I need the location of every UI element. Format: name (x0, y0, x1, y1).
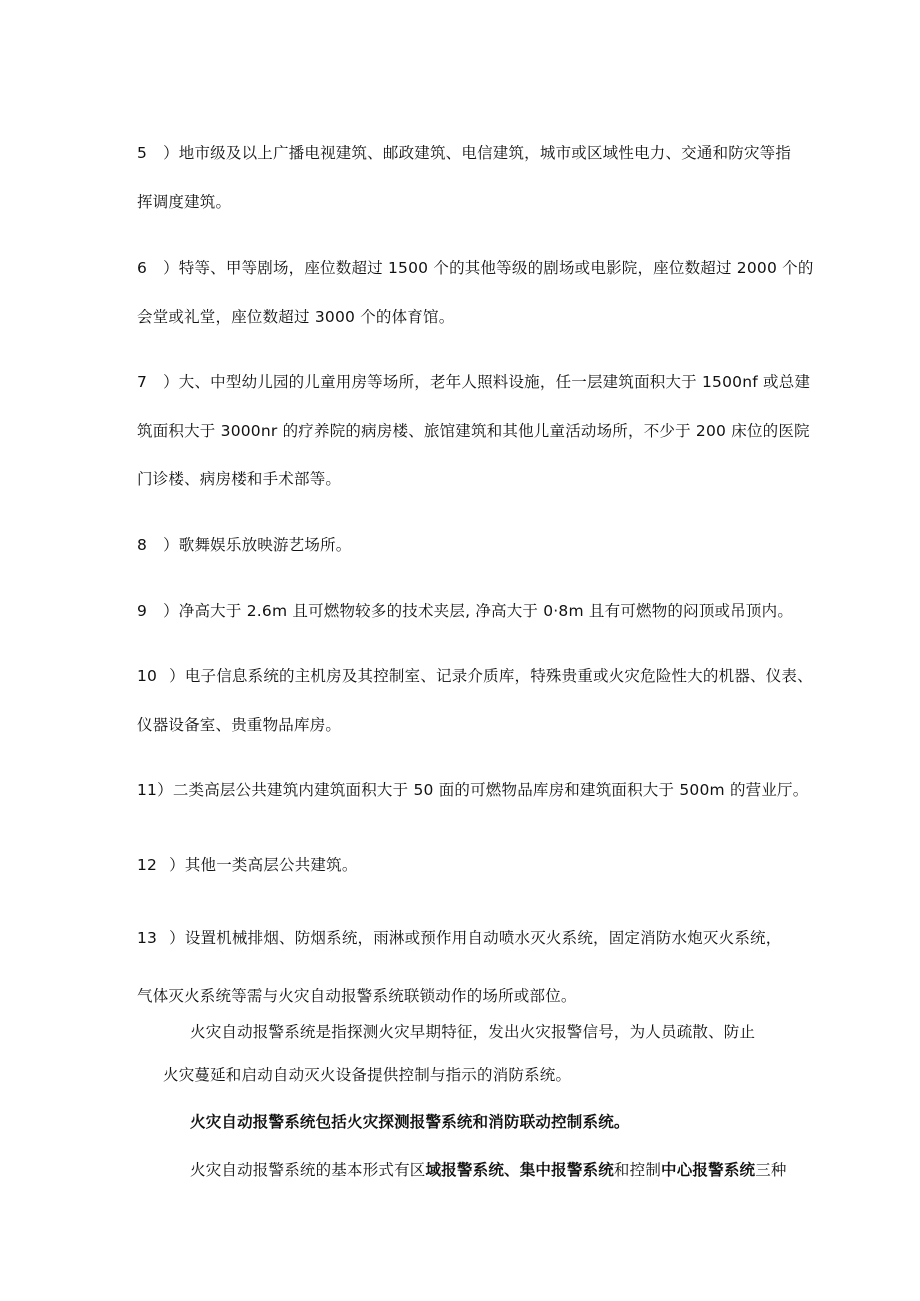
text-run: 火灾自动报警系统的基本形式有区 (190, 1161, 426, 1179)
item-12-line-1 (137, 855, 358, 875)
item-text: ）设置机械排烟、防烟系统，雨淋或预作用自动喷水灭火系统，固定消防水炮灭火系统， (169, 929, 782, 947)
item-number: 6 (137, 259, 148, 277)
item-7-line-3: 门诊楼、病房楼和手术部等。 (137, 470, 342, 488)
item-number: 12 (137, 856, 158, 874)
item-5-line-2: 挥调度建筑。 (137, 193, 232, 211)
paragraph-definition-line-2: 火灾蔓延和启动自动灭火设备提供控制与指示的消防系统。 (163, 1066, 572, 1084)
item-text: ）净高大于 2.6m 且可燃物较多的技术夹层, 净高大于 0·8m 且有可燃物的闷顶或吊顶内。 (163, 602, 794, 620)
item-text: ）其他一类高层公共建筑。 (169, 856, 358, 874)
paragraph-composition: 火灾自动报警系统包括火灾探测报警系统和消防联动控制系统。 (190, 1113, 630, 1131)
bold-text-run: 域报警系统、集中报警系统 (425, 1161, 614, 1179)
item-9-line-1 (137, 601, 793, 621)
item-number: 5 (137, 144, 148, 162)
item-text: ）地市级及以上广播电视建筑、邮政建筑、电信建筑，城市或区域性电力、交通和防灾等指 (163, 144, 792, 162)
item-8-line-1 (137, 535, 351, 555)
bold-text-run: 中心报警系统 (661, 1161, 756, 1179)
item-text: ）特等、甲等剧场，座位数超过 1500 个的其他等级的剧场或电影院，座位数超过 2000 个的 (163, 259, 814, 277)
item-7-line-1 (137, 372, 810, 392)
item-5-line-1 (137, 143, 791, 163)
item-text: ）大、中型幼儿园的儿童用房等场所，老年人照料设施，任一层建筑面积大于 1500nf 或总建 (163, 373, 811, 391)
item-number: 9 (137, 602, 148, 620)
item-number: 8 (137, 536, 148, 554)
item-number: 10 (137, 667, 158, 685)
text-run: 和控制 (613, 1161, 662, 1179)
item-13-line-2: 气体灭火系统等需与火灾自动报警系统联锁动作的场所或部位。 (137, 987, 577, 1005)
item-number: 13 (137, 929, 158, 947)
item-11-line-1 (137, 780, 808, 800)
item-text: ）二类高层公共建筑内建筑面积大于 50 面的可燃物品库房和建筑面积大于 500m 的营业厅。 (157, 781, 809, 799)
paragraph-basic-forms (190, 1160, 787, 1180)
item-10-line-1 (137, 666, 813, 686)
item-text: ）歌舞娱乐放映游艺场所。 (163, 536, 352, 554)
item-7-line-2: 筑面积大于 3000nr 的疗养院的病房楼、旅馆建筑和其他儿童活动场所，不少于 200 床位的医院 (137, 422, 810, 440)
text-run: 三种 (755, 1161, 787, 1179)
item-6-line-2: 会堂或礼堂，座位数超过 3000 个的体育馆。 (137, 308, 455, 326)
item-number: 11 (137, 781, 158, 799)
item-13-line-1 (137, 928, 781, 948)
item-10-line-2: 仪器设备室、贵重物品库房。 (137, 716, 342, 734)
item-6-line-1 (137, 258, 814, 278)
paragraph-definition-line-1: 火灾自动报警系统是指探测火灾早期特征，发出火灾报警信号，为人员疏散、防止 (190, 1023, 756, 1041)
item-number: 7 (137, 373, 148, 391)
item-text: ）电子信息系统的主机房及其控制室、记录介质库，特殊贵重或火灾危险性大的机器、仪表、 (169, 667, 813, 685)
